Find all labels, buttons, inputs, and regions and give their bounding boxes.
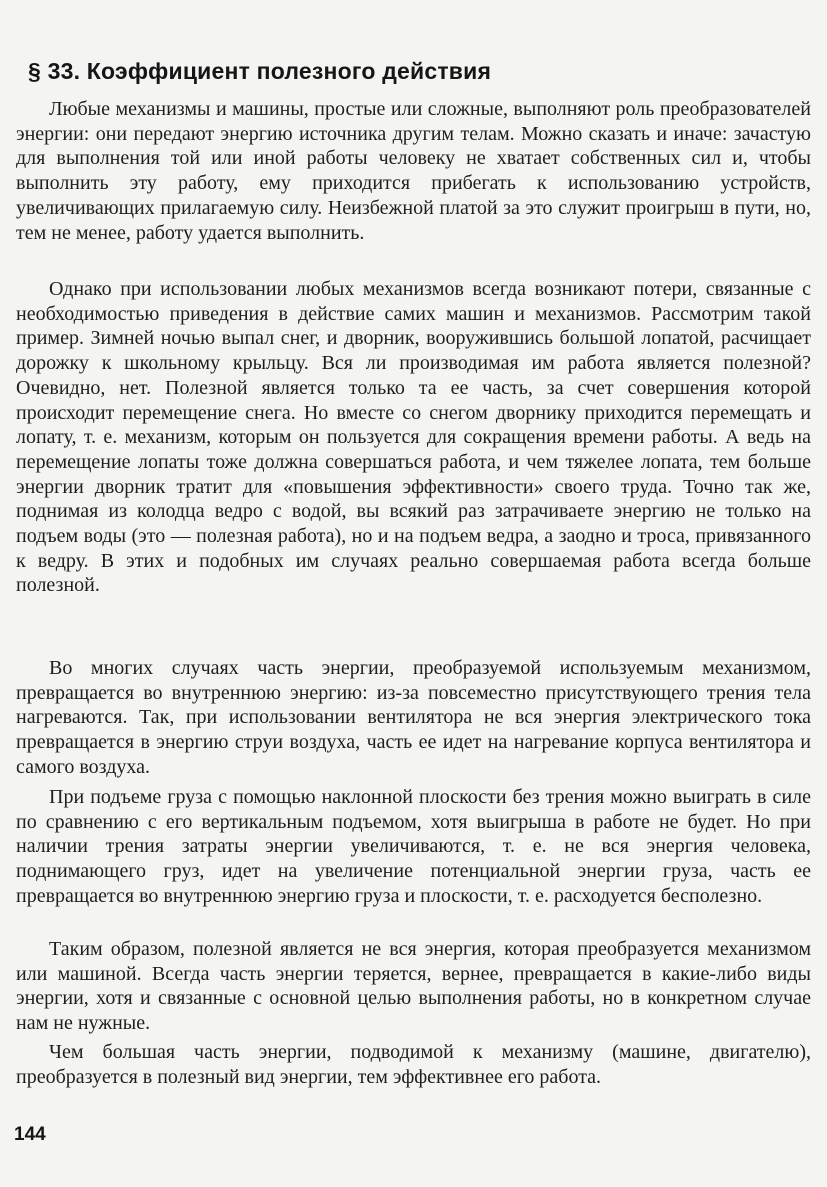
paragraph: Любые механизмы и машины, простые или сложные, выполняют роль преобразователей энергии: они передают энергию источника другим телам. Можно сказать и иначе: зачастую для выполнения той или иной работы человеку не хватает собственных сил и, чтобы выполнить эту работу, ему приходится прибегать к использованию устройств, увеличивающих прилагаемую силу. Неизбежной платой за это служит проигрыш в пути, но, тем не менее, работу удается выполнить. bbox=[16, 98, 811, 244]
paragraph: Таким образом, полезной является не вся энергия, которая преобразуется механизмом или машиной. Всегда часть энергии теряется, вернее, превращается в какие-либо виды энергии, хотя и связанные с основной целью выполнения работы, но в конкретном случае нам не нужные. bbox=[16, 938, 811, 1035]
paragraph: Однако при использовании любых механизмов всегда возникают потери, связанные с необходимостью приведения в действие самих машин и механизмов. Рассмотрим такой пример. Зимней ночью выпал снег, и дворник, вооружившись большой лопатой, расчищает дорожку к школьному крыльцу. Вся ли производимая им работа является полезной? Очевидно, нет. Полезной является только та ее часть, за счет совершения которой происходит перемещение снега. Но вместе со снегом дворнику приходится перемещать и лопату, т. е. механизм, которым он пользуется для сокращения времени работы. А ведь на перемещение лопаты тоже должна совершаться работа, и чем тяжелее лопата, тем больше энергии дворник тратит для «повышения эффективности» своего труда. Точно так же, поднимая из колодца ведро с водой, вы всякий раз затрачиваете энергию не только на подъем воды (это — полезная работа), но и на подъем ведра, а заодно и троса, привязанного к ведру. В этих и подобных им случаях реально совершаемая работа всегда больше полезной. bbox=[16, 278, 811, 597]
page-number: 144 bbox=[14, 1124, 46, 1145]
paragraph: Чем большая часть энергии, подводимой к механизму (машине, двигателю), преобразуется в полезный вид энергии, тем эффективнее его работа. bbox=[16, 1041, 811, 1088]
paragraph: Во многих случаях часть энергии, преобразуемой используемым механизмом, превращается во внутреннюю энергию: из-за повсеместно присутствующего трения тела нагреваются. Так, при использовании вентилятора не вся энергия электрического тока превращается в энергию струи воздуха, часть ее идет на нагревание корпуса вентилятора и самого воздуха. bbox=[16, 657, 811, 778]
paragraph: При подъеме груза с помощью наклонной плоскости без трения можно выиграть в силе по сравнению с его вертикальным подъемом, хотя выигрыша в работе не будет. Но при наличии трения затраты энергии увеличиваются, т. е. не вся энергия человека, поднимающего груз, идет на увеличение потенциальной энергии груза, часть ее превращается во внутреннюю энергию груза и плоскости, т. е. расходуется бесполезно. bbox=[16, 786, 811, 907]
section-title: § 33. Коэффициент полезного действия bbox=[28, 58, 492, 84]
